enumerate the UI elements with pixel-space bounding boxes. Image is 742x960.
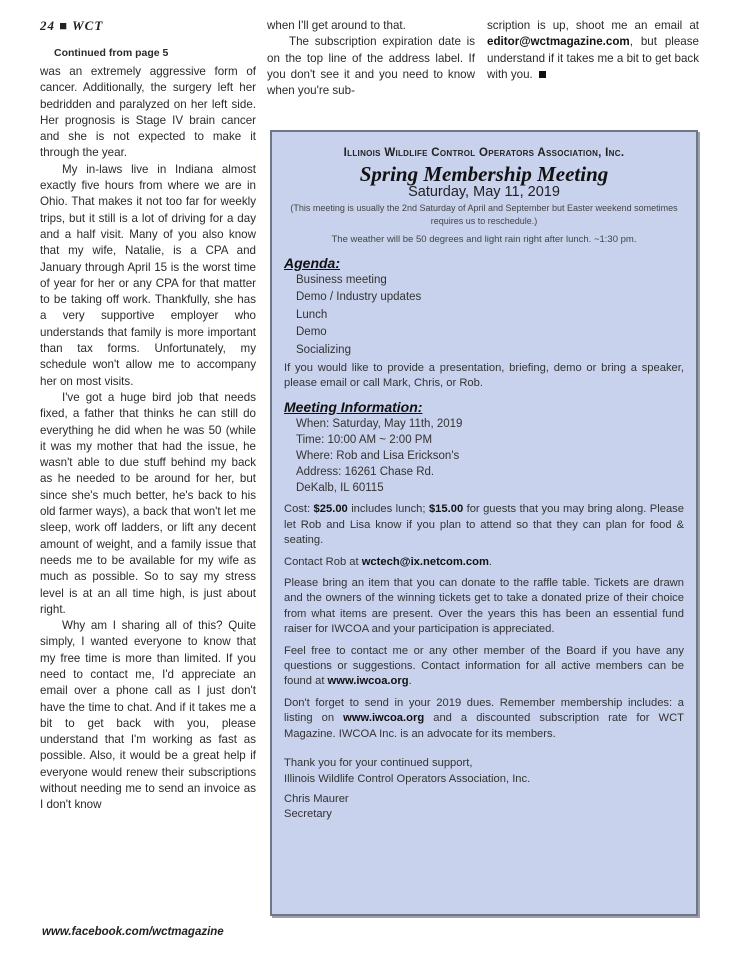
agenda-item: Demo / Industry updates [296,291,422,304]
article-paragraph: I've got a huge bird job that needs fixed, a father that thinks he can still do everything he did when he was 50 (while it was my mother that had the issue, he wasn't able to due stuff behind my back as he needed to be around for her, but since she's much better, he's back to his old farmer ways), a back that won't let me sleep, work off ladders, or lift any decent amount of weight, and a family issue that needs me to be available for my wife as much as possible. So to say my stress level is at an all time high, is just about right. [40,390,256,616]
info-item: When: Saturday, May 11th, 2019 [296,418,463,431]
middle-column [267,18,475,99]
meeting-note: (This meeting is usually the 2nd Saturday of April and September but Easter weekend sometimes requires us to reschedule.) [290,203,678,227]
info-item: Time: 10:00 AM ~ 2:00 PM [296,434,433,447]
agenda-heading: Agenda: [284,254,340,271]
signature-block [284,756,684,823]
article-paragraph: was an extremely aggressive form of cancer. Additionally, the surgery left her bedridden and paralyzed on her left side. Her prognosis is Stage IV brain cancer and she is not expected to make it through the year. [40,65,256,160]
cost-suffix: for guests that you may bring along. Please let Rob and Lisa know if you plan to attend so that they can plan for food & seating. [284,503,684,547]
text-before-email: scription is up, shoot me an email at [487,19,699,32]
info-item: Address: 16261 Chase Rd. [296,466,435,479]
board-text [284,644,684,690]
presentation-text: If you would like to provide a presentation, briefing, demo or bring a speaker, please email or call Mark, Chris, or Rob. [284,362,684,390]
iwcoa-link[interactable]: www.iwcoa.org [343,712,425,725]
org-name: Illinois Wildlife Control Operators Association, Inc. [343,147,625,159]
article-paragraph: when I'll get around to that. [267,19,406,32]
signature-name: Chris Maurer [284,792,349,805]
contact-email-link[interactable]: wctech@ix.netcom.com [361,555,489,568]
guest-price: $15.00 [428,503,464,516]
page-folio: 24 ■ WCT [40,18,104,33]
cost-prefix: Cost: [284,503,314,516]
weather-note: The weather will be 50 degrees and light rain right after lunch. ~1:30 pm. [331,234,637,246]
article-paragraph [487,18,699,83]
meeting-date: Saturday, May 11, 2019 [408,183,560,200]
member-price: $25.00 [313,503,348,516]
raffle-text: Please bring an item that you can donate to the raffle table. Tickets are drawn and the owners of the winning tickets get to take a donated prize of their choice from what items are present. Over the years this has been an essential fund raiser for IWCOA and your participation is appreciated. [284,576,684,636]
left-column [40,44,256,814]
cost-text [284,502,684,548]
agenda-item: Business meeting [296,274,387,287]
cost-middle: includes lunch; [347,503,429,516]
meeting-title: Spring Membership Meeting [359,162,609,187]
agenda-item: Lunch [296,308,328,321]
agenda-item: Demo [296,326,327,339]
dues-text [284,696,684,742]
dues-suffix: and a discounted subscription rate for WCT Magazine. IWCOA Inc. is an advocate for its members. [284,712,684,740]
iwcoa-link[interactable]: www.iwcoa.org [327,675,409,688]
article-paragraph: My in-laws live in Indiana almost exactly five hours from where we are in Ohio. That makes it not too far for weekly trips, but it still is a lot of driving for a day and a half visit. Many of you also know that my wife, Natalie, is a CPA and January through April 15 is the worst time of year for her or any CPA for that matter to be taking off work. Thankfully, she has a very supportive employer who understands that family is more important than tax forms. Unfortunately, my schedule won't allow me to accompany her on most visits. [40,162,256,388]
signature-thanks: Thank you for your continued support, [284,756,473,769]
meeting-announcement-box [270,130,698,916]
board-suffix: . [408,675,412,688]
signature-org: Illinois Wildlife Control Operators Association, Inc. [284,772,531,785]
editor-email-link[interactable]: editor@wctmagazine.com [487,35,630,49]
text-after-email: , but please understand if it takes me a bit to get back with you. [487,35,699,81]
footer-url[interactable]: www.facebook.com/wctmagazine [42,926,224,938]
agenda-list [284,272,684,359]
info-item: DeKalb, IL 60115 [296,482,384,495]
dues-prefix: Don't forget to send in your 2019 dues. Remember membership includes: a listing on [284,696,684,725]
right-column [487,18,699,83]
contact-text [284,555,684,570]
article-paragraph: Why am I sharing all of this? Quite simply, I wanted everyone to know that my free time is more than limited. If you need to contact me, I'd appreciate an email over a phone call as I just don't have the time to chat. And if it takes me a bit to get back with you, please understand that I'm working as fast as possible. Also, it would be a great help if everyone would renew their subscriptions without needing me to send an invoice as I don't know [40,619,256,812]
contact-prefix: Contact Rob at [284,555,362,568]
article-paragraph: The subscription expiration date is on the top line of the address label. If you don't see it and you need to know when you're sub- [267,35,475,98]
continued-label: Continued from page 5 [54,47,169,59]
contact-suffix: . [488,555,493,568]
info-item: Where: Rob and Lisa Erickson's [296,450,460,463]
board-body: Feel free to contact me or any other member of the Board if you have any questions or suggestions. Contact information for all active members can be found at [284,644,684,688]
agenda-item: Socializing [296,343,351,356]
meeting-info-list [284,416,684,496]
meeting-info-heading: Meeting Information: [284,398,423,415]
signature-role: Secretary [284,808,332,821]
end-mark-icon [539,71,546,78]
